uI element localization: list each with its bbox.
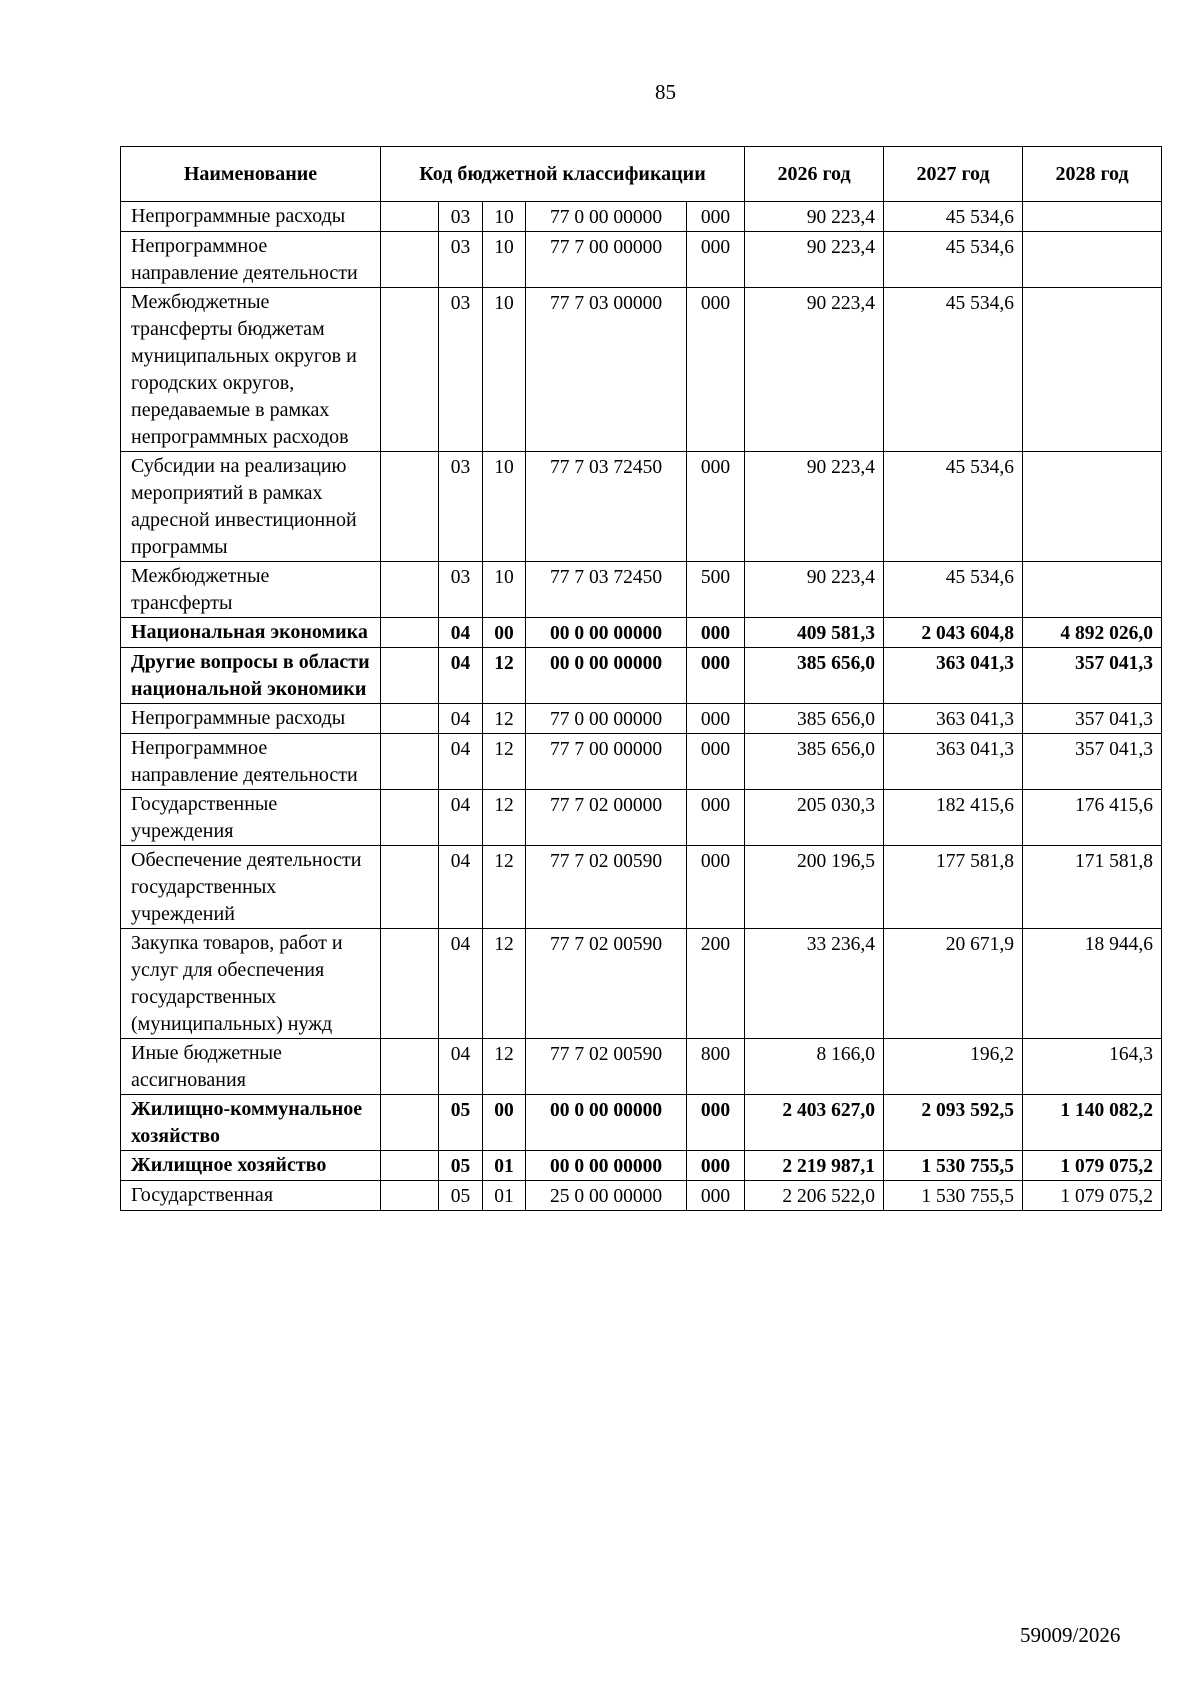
cell-target-article: 77 7 02 00000 (526, 790, 687, 846)
cell-subsection: 12 (483, 1039, 526, 1095)
cell-subsection: 01 (483, 1181, 526, 1211)
cell-blank (381, 562, 439, 618)
cell-2026: 90 223,4 (745, 452, 884, 562)
cell-blank (381, 232, 439, 288)
cell-expense-type: 000 (687, 232, 745, 288)
cell-subsection: 12 (483, 790, 526, 846)
cell-2026: 90 223,4 (745, 232, 884, 288)
cell-2028 (1023, 452, 1162, 562)
header-2028: 2028 год (1023, 147, 1162, 202)
cell-blank (381, 846, 439, 929)
cell-name: Непрограммные расходы (121, 202, 381, 232)
cell-expense-type: 000 (687, 734, 745, 790)
cell-2027: 2 043 604,8 (884, 618, 1023, 648)
cell-expense-type: 000 (687, 846, 745, 929)
cell-2028: 164,3 (1023, 1039, 1162, 1095)
cell-2027: 20 671,9 (884, 929, 1023, 1039)
cell-subsection: 10 (483, 288, 526, 452)
cell-2028: 1 140 082,2 (1023, 1095, 1162, 1151)
cell-blank (381, 452, 439, 562)
cell-2027: 1 530 755,5 (884, 1181, 1023, 1211)
cell-2028: 357 041,3 (1023, 734, 1162, 790)
document-code: 59009/2026 (1020, 1623, 1121, 1647)
cell-target-article: 77 7 03 72450 (526, 562, 687, 618)
cell-expense-type: 000 (687, 704, 745, 734)
cell-expense-type: 000 (687, 618, 745, 648)
header-2027: 2027 год (884, 147, 1023, 202)
page-number: 85 (655, 80, 676, 104)
cell-2026: 385 656,0 (745, 734, 884, 790)
cell-name: Жилищно-коммунальное хозяйство (121, 1095, 381, 1151)
cell-2027: 363 041,3 (884, 734, 1023, 790)
cell-name: Национальная экономика (121, 618, 381, 648)
cell-2028: 171 581,8 (1023, 846, 1162, 929)
table-row (121, 1181, 1162, 1211)
cell-2027: 363 041,3 (884, 648, 1023, 704)
cell-blank (381, 648, 439, 704)
cell-name: Непрограммные расходы (121, 704, 381, 734)
cell-2026: 8 166,0 (745, 1039, 884, 1095)
table-row (121, 1095, 1162, 1151)
cell-section: 04 (439, 648, 483, 704)
cell-section: 04 (439, 929, 483, 1039)
cell-subsection: 10 (483, 452, 526, 562)
table-row (121, 648, 1162, 704)
cell-2028: 1 079 075,2 (1023, 1151, 1162, 1181)
cell-2027: 45 534,6 (884, 232, 1023, 288)
cell-target-article: 77 0 00 00000 (526, 202, 687, 232)
cell-blank (381, 734, 439, 790)
cell-2027: 2 093 592,5 (884, 1095, 1023, 1151)
table-row (121, 734, 1162, 790)
cell-section: 03 (439, 232, 483, 288)
cell-blank (381, 790, 439, 846)
cell-expense-type: 200 (687, 929, 745, 1039)
cell-subsection: 12 (483, 648, 526, 704)
table-row (121, 232, 1162, 288)
cell-section: 03 (439, 288, 483, 452)
header-row (121, 147, 1162, 202)
cell-blank (381, 288, 439, 452)
cell-name: Межбюджетные трансферты бюджетам муниципальных округов и городских округов, передаваемые в рамках непрограммных расходов (121, 288, 381, 452)
cell-section: 03 (439, 562, 483, 618)
cell-subsection: 10 (483, 232, 526, 288)
cell-blank (381, 1095, 439, 1151)
cell-target-article: 77 7 00 00000 (526, 232, 687, 288)
cell-blank (381, 202, 439, 232)
cell-2026: 385 656,0 (745, 648, 884, 704)
cell-target-article: 77 7 03 72450 (526, 452, 687, 562)
cell-2026: 2 206 522,0 (745, 1181, 884, 1211)
cell-target-article: 00 0 00 00000 (526, 1095, 687, 1151)
cell-2026: 2 219 987,1 (745, 1151, 884, 1181)
table-row (121, 1039, 1162, 1095)
cell-2026: 385 656,0 (745, 704, 884, 734)
cell-blank (381, 1039, 439, 1095)
cell-expense-type: 000 (687, 202, 745, 232)
cell-target-article: 25 0 00 00000 (526, 1181, 687, 1211)
table-row (121, 929, 1162, 1039)
cell-subsection: 12 (483, 734, 526, 790)
cell-name: Жилищное хозяйство (121, 1151, 381, 1181)
cell-2026: 90 223,4 (745, 202, 884, 232)
cell-name: Обеспечение деятельности государственных учреждений (121, 846, 381, 929)
cell-section: 03 (439, 452, 483, 562)
cell-expense-type: 500 (687, 562, 745, 618)
cell-name: Непрограммное направление деятельности (121, 734, 381, 790)
table-row (121, 846, 1162, 929)
cell-expense-type: 000 (687, 288, 745, 452)
cell-section: 04 (439, 704, 483, 734)
cell-2026: 33 236,4 (745, 929, 884, 1039)
table-row (121, 1151, 1162, 1181)
cell-subsection: 01 (483, 1151, 526, 1181)
table-row (121, 562, 1162, 618)
cell-2026: 90 223,4 (745, 562, 884, 618)
cell-section: 04 (439, 734, 483, 790)
cell-2028: 1 079 075,2 (1023, 1181, 1162, 1211)
cell-2028 (1023, 288, 1162, 452)
cell-2027: 45 534,6 (884, 288, 1023, 452)
cell-name: Закупка товаров, работ и услуг для обеспечения государственных (муниципальных) нужд (121, 929, 381, 1039)
cell-subsection: 12 (483, 704, 526, 734)
cell-2027: 1 530 755,5 (884, 1151, 1023, 1181)
header-name: Наименование (121, 147, 381, 202)
cell-subsection: 00 (483, 618, 526, 648)
table-row (121, 704, 1162, 734)
cell-name: Государственная (121, 1181, 381, 1211)
cell-target-article: 77 7 00 00000 (526, 734, 687, 790)
cell-expense-type: 800 (687, 1039, 745, 1095)
cell-expense-type: 000 (687, 1181, 745, 1211)
cell-subsection: 12 (483, 846, 526, 929)
cell-blank (381, 1181, 439, 1211)
cell-name: Субсидии на реализацию мероприятий в рамках адресной инвестиционной программы (121, 452, 381, 562)
cell-blank (381, 618, 439, 648)
cell-2026: 90 223,4 (745, 288, 884, 452)
cell-target-article: 77 7 02 00590 (526, 846, 687, 929)
cell-2028 (1023, 202, 1162, 232)
cell-2028: 176 415,6 (1023, 790, 1162, 846)
cell-2028 (1023, 562, 1162, 618)
cell-2027: 45 534,6 (884, 562, 1023, 618)
header-code: Код бюджетной классификации (381, 147, 745, 202)
table-row (121, 288, 1162, 452)
header-2026: 2026 год (745, 147, 884, 202)
cell-name: Непрограммное направление деятельности (121, 232, 381, 288)
cell-2027: 45 534,6 (884, 452, 1023, 562)
table-row (121, 202, 1162, 232)
cell-expense-type: 000 (687, 452, 745, 562)
cell-blank (381, 704, 439, 734)
cell-name: Государственные учреждения (121, 790, 381, 846)
cell-2026: 2 403 627,0 (745, 1095, 884, 1151)
cell-expense-type: 000 (687, 1151, 745, 1181)
cell-2028: 357 041,3 (1023, 648, 1162, 704)
cell-name: Другие вопросы в области национальной экономики (121, 648, 381, 704)
cell-section: 03 (439, 202, 483, 232)
cell-target-article: 77 7 03 00000 (526, 288, 687, 452)
table-row (121, 452, 1162, 562)
budget-table (120, 146, 1162, 1211)
cell-section: 05 (439, 1181, 483, 1211)
cell-target-article: 77 7 02 00590 (526, 1039, 687, 1095)
cell-target-article: 77 7 02 00590 (526, 929, 687, 1039)
cell-name: Иные бюджетные ассигнования (121, 1039, 381, 1095)
cell-2028: 4 892 026,0 (1023, 618, 1162, 648)
cell-subsection: 10 (483, 202, 526, 232)
cell-section: 04 (439, 1039, 483, 1095)
cell-subsection: 12 (483, 929, 526, 1039)
table-row (121, 790, 1162, 846)
cell-section: 04 (439, 790, 483, 846)
cell-section: 04 (439, 618, 483, 648)
cell-expense-type: 000 (687, 648, 745, 704)
cell-blank (381, 1151, 439, 1181)
table-body (121, 202, 1162, 1211)
cell-2026: 205 030,3 (745, 790, 884, 846)
cell-2026: 409 581,3 (745, 618, 884, 648)
cell-2026: 200 196,5 (745, 846, 884, 929)
cell-blank (381, 929, 439, 1039)
cell-name: Межбюджетные трансферты (121, 562, 381, 618)
cell-target-article: 77 0 00 00000 (526, 704, 687, 734)
cell-2028: 18 944,6 (1023, 929, 1162, 1039)
cell-expense-type: 000 (687, 1095, 745, 1151)
cell-target-article: 00 0 00 00000 (526, 1151, 687, 1181)
cell-section: 04 (439, 846, 483, 929)
cell-2027: 196,2 (884, 1039, 1023, 1095)
cell-2028: 357 041,3 (1023, 704, 1162, 734)
cell-2027: 363 041,3 (884, 704, 1023, 734)
cell-subsection: 10 (483, 562, 526, 618)
cell-2027: 45 534,6 (884, 202, 1023, 232)
cell-2028 (1023, 232, 1162, 288)
cell-section: 05 (439, 1095, 483, 1151)
cell-target-article: 00 0 00 00000 (526, 648, 687, 704)
cell-subsection: 00 (483, 1095, 526, 1151)
cell-section: 05 (439, 1151, 483, 1181)
cell-2027: 182 415,6 (884, 790, 1023, 846)
cell-expense-type: 000 (687, 790, 745, 846)
table-row (121, 618, 1162, 648)
cell-target-article: 00 0 00 00000 (526, 618, 687, 648)
cell-2027: 177 581,8 (884, 846, 1023, 929)
